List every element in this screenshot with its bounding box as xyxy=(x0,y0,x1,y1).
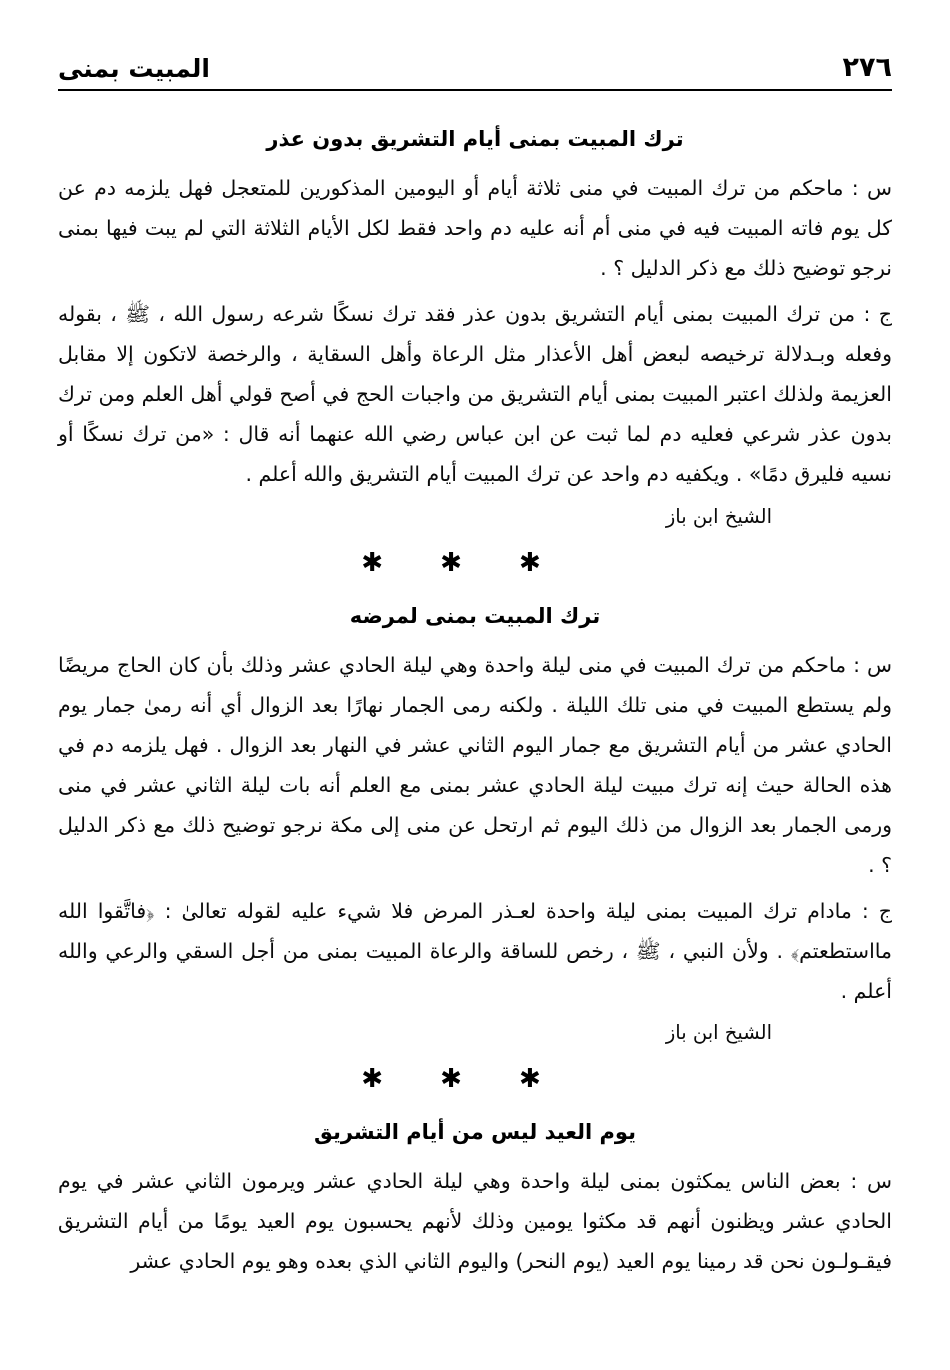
section-1-signature: الشيخ ابن باز xyxy=(665,504,772,528)
section-1-answer: ج : من ترك المبيت بمنى أيام التشريق بدون عذر فقد ترك نسكًا شرعه رسول الله ، ﷺ ، بقوله وفعله وبـدلالة ترخيصه لبعض أهل الأعذار مثل الرعاة وأهل السقاية ، والرخصة لاتكون إلا مقابل العزيمة ولذلك اعتبر المبيت بمنى أيام التشريق من واجبات الحج في أصح قولي أهل العلم ومن ترك بدون عذر شرعي فعليه دم لما ثبت عن ابن عباس رضي الله عنهما أنه قال : «من ترك نسكًا أو نسيه فليرق دمًا» . ويكفيه دم واحد عن ترك المبيت أيام التشريق والله أعلم . xyxy=(58,301,892,486)
section-2-answer: ج : مادام ترك المبيت بمنى ليلة واحدة لعـذر المرض فلا شيء عليه لقوله تعالىٰ : ﴿فاتَّقوا الله مااستطعتم﴾ . ولأن النبي ، ﷺ ، رخص للساقة والرعاة المبيت بمنى من أجل السقي والرعي والله أعلم . xyxy=(58,898,892,1003)
section-heading-2: ترك المبيت بمنى لمرضه xyxy=(349,603,601,628)
section-divider-2: ✱ ✱ ✱ xyxy=(361,1064,565,1095)
section-1-question: س : ماحكم من ترك المبيت في منى ثلاثة أيام أو اليومين المذكورين للمتعجل فهل يلزمه دم عن كل يوم فاته المبيت فيه في منى أم أنه عليه دم واحد فقط لكل الأيام الثلاثة التي لم يبت فيها بمنى نرجو توضيح ذلك مع ذكر الدليل ؟ . xyxy=(58,176,892,280)
section-divider-1: ✱ ✱ ✱ xyxy=(361,547,565,578)
section-3-question: س : بعض الناس يمكثون بمنى ليلة واحدة وهي ليلة الحادي عشر ويرمون الثاني عشر في يوم الحادي عشر ويظنون أنهم قد مكثوا يومين وذلك لأنهم يحسبون يوم العيد يومًا من أيام التشريق فيقـولـون نحن قد رمينا يوم العيد (يوم النحر) واليوم الثاني الذي بعده وهو يوم الحادي عشر xyxy=(58,1169,892,1274)
section-2-signature: الشيخ ابن باز xyxy=(665,1021,772,1045)
running-title: المبيت بمنى xyxy=(58,54,210,83)
page-number: ٢٧٦ xyxy=(842,52,892,83)
page-content xyxy=(58,127,892,1282)
page-header xyxy=(58,52,892,83)
section-2-question: س : ماحكم من ترك المبيت في منى ليلة واحدة وهي ليلة الحادي عشر وذلك بأن كان الحاج مريضًا ولم يستطع المبيت في منى تلك الليلة . ولكنه رمى الجمار نهارًا بعد الزوال أي أنه رمىٰ جمار يوم الحادي عشر من أيام التشريق مع جمار اليوم الثاني عشر في النهار بعد الزوال . فهل يلزمه دم في هذه الحالة حيث إنه ترك مبيت ليلة الحادي عشر بمنى مع العلم أنه بات ليلة الثاني عشر في منى ورمى الجمار بعد الزوال من ذلك اليوم ثم ارتحل عن منى إلى مكة نرجو توضيح ذلك مع ذكر الدليل ؟ . xyxy=(58,652,892,877)
header-divider xyxy=(58,89,892,91)
section-heading-1: ترك المبيت بمنى أيام التشريق بدون عذر xyxy=(266,127,684,151)
section-heading-3: يوم العيد ليس من أيام التشريق xyxy=(314,1120,636,1145)
